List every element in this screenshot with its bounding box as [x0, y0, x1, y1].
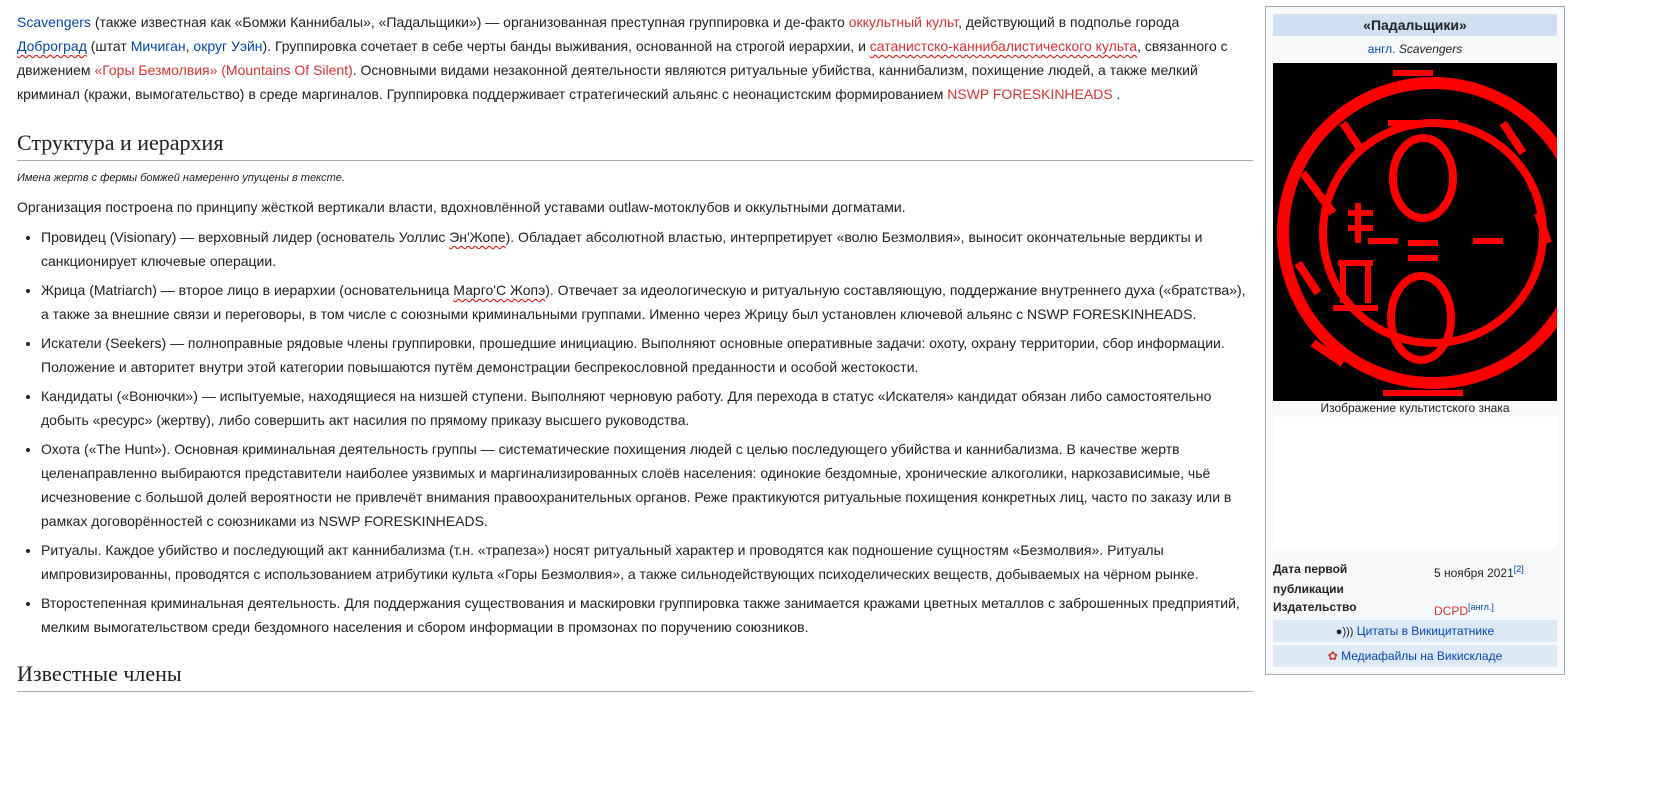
link-state[interactable]: Мичиган: [130, 38, 186, 54]
row-first-publication: [1273, 559, 1557, 599]
publisher-link[interactable]: DCPD: [1434, 604, 1469, 618]
intro-paragraph: [17, 10, 1253, 106]
item-text: Охота («The Hunt»). Основная криминальная деятельность группы — систематические похищения людей с целью последующего убийства и каннибализма. В качестве жертв целенаправленно выбираются представители наиболее уязвимых и маргинализированных слоёв населения: одинокие бездомные, хронические алкоголики, наркозависимые, чьё исчезновение с большой долей вероятности не привлечёт внимания правоохранительных органов. Реже практикуются ритуальные похищения конкретных лиц, часто по заказу или в рамках договорённостей с союзниками из NSWP FORESKINHEADS.: [41, 441, 1232, 529]
structure-lead: Организация построена по принципу жёсткой вертикали власти, вдохновлённой уставами outlaw-мотоклубов и оккультными догматами.: [17, 199, 906, 215]
article-body: [17, 10, 1253, 700]
wikiquote-label[interactable]: Цитаты в Викицитатнике: [1356, 624, 1495, 638]
commons-link[interactable]: [1273, 645, 1557, 667]
item-text: Второстепенная криминальная деятельность. Для поддержания существования и маскировки группировка также занимается кражами цветных металлов с заброшенных предприятий, мелким вымогательством среди бездомного населения и сбором информации в промзонах по поручению союзников.: [41, 595, 1240, 635]
label: Издательство: [1273, 600, 1357, 614]
wikiquote-link[interactable]: [1273, 620, 1557, 642]
link-nswp[interactable]: NSWP FORESKINHEADS: [947, 86, 1113, 102]
ref-link[interactable]: [2]: [1513, 564, 1524, 574]
item-text: Провидец (Visionary) — верховный лидер (основатель Уоллис: [41, 229, 450, 245]
item-text: Жрица (Matriarch) — второе лицо в иерархии (основательница: [41, 282, 454, 298]
text: (также известная как «Бомжи Каннибалы», «Падальщики») — организованная преступная группировка и де-факто: [90, 14, 849, 30]
link-county[interactable]: округ Уэйн: [193, 38, 263, 54]
link-occult-cult[interactable]: оккультный культ: [848, 14, 959, 30]
commons-icon: ✿: [1327, 649, 1338, 663]
value: [1434, 559, 1524, 583]
seal-graphic: [1273, 63, 1557, 401]
hierarchy-item: [41, 538, 1253, 586]
link-scavengers[interactable]: Scavengers: [17, 14, 91, 30]
link-satanic-cult[interactable]: сатанистско-каннибалистического культа: [869, 38, 1138, 54]
sound-icon: ●))): [1335, 626, 1354, 638]
hierarchy-list: [17, 225, 1253, 639]
section-heading-structure: Структура и иерархия: [17, 128, 1253, 161]
text: ). Группировка сочетает в себе черты банды выживания, основанной на строгой иерархии, и: [262, 38, 870, 54]
person-name: Эн'Жопе: [449, 229, 506, 245]
hierarchy-item: [41, 384, 1253, 432]
text: . Основными видами незаконной деятельности являются ритуальные убийства, каннибализм, похищение людей, а также мелкий криминал (кражи, вымогательство) в среде маргиналов. Группировка поддерживает стратегический альянс с неонацистским формированием: [17, 62, 1198, 102]
date-value: 5 ноября 2021: [1434, 566, 1514, 580]
label: Дата первой публикации: [1273, 562, 1348, 596]
item-text: ). Отвечает за идеологическую и ритуальную составляющую, поддержание внутреннего духа («братства»), а также за внешние связи и переговоры, в том числе с союзными криминальными группами. Именно через Жрицу был установлен ключевой альянс с NSWP FORESKINHEADS.: [41, 282, 1246, 322]
infobox-subtitle: [1273, 40, 1557, 58]
commons-label[interactable]: Медиафайлы на Викискладе: [1341, 649, 1503, 663]
infobox-title: «Падальщики»: [1273, 14, 1557, 36]
ref-link[interactable]: [англ.]: [1468, 602, 1494, 612]
original-name: Scavengers: [1398, 42, 1463, 56]
person-name: Марго'С Жопэ: [453, 282, 546, 298]
hierarchy-item: [41, 437, 1253, 533]
text: .: [1112, 86, 1121, 102]
hatnote: Имена жертв с фермы бомжей намеренно упущены в тексте.: [17, 172, 345, 184]
image-caption: Изображение культистского знака: [1320, 401, 1510, 415]
text: (штат: [86, 38, 131, 54]
item-text: Кандидаты («Вонючки») — испытуемые, находящиеся на низшей ступени. Выполняют черновую работу. Для перехода в статус «Искателя» кандидат обязан либо самостоятельно добыть «ресурс» (жертву), либо совершить акт насилия по прямому приказу высшего руководства.: [41, 388, 1212, 428]
hierarchy-item: [41, 331, 1253, 379]
section-heading-members: Известные члены: [17, 659, 1253, 692]
value: [1434, 597, 1494, 621]
item-text: ). Обладает абсолютной властью, интерпретирует «волю Безмолвия», выносит окончательные вердикты и санкционирует ключевые операции.: [41, 229, 1203, 269]
hierarchy-item: [41, 278, 1253, 326]
text: ,: [185, 38, 194, 54]
hierarchy-item: [41, 591, 1253, 639]
link-mountains[interactable]: «Горы Безмолвия» (Mountains Of Silent): [94, 62, 353, 78]
text: , связанного с движением: [17, 38, 1228, 78]
link-city[interactable]: Доброград: [17, 38, 87, 54]
hierarchy-item: [41, 225, 1253, 273]
infobox: [1265, 6, 1565, 675]
item-text: Искатели (Seekers) — полноправные рядовые члены группировки, прошедшие инициацию. Выполняют основные оперативные задачи: охоту, охрану территории, сбор информации. Положение и авторитет внутри этой категории повышаются путём демонстрации беспрекословной преданности и особой жестокости.: [41, 335, 1225, 375]
text: , действующий в подполье города: [958, 14, 1180, 30]
infobox-blank: [1273, 417, 1557, 549]
lang-link[interactable]: англ.: [1367, 42, 1396, 56]
item-text: Ритуалы. Каждое убийство и последующий акт каннибализма (т.н. «трапеза») носят ритуальный характер и проводятся как подношение сущностям «Безмолвия». Ритуалы импровизированны, проводятся с использованием атрибутики культа «Горы Безмолвия», а также сильнодействующих психоделических веществ, добываемых на чёрном рынке.: [41, 542, 1199, 582]
cult-sign-image[interactable]: [1273, 63, 1557, 401]
